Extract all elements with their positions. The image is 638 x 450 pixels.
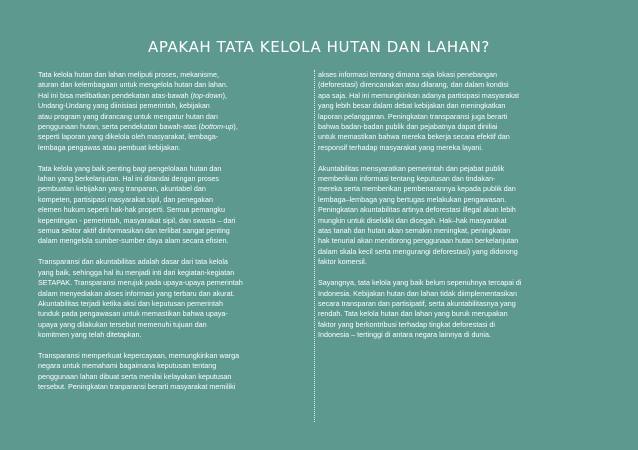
text-line: Transparansi memperkuat kepercayaan, memungkinkan warga [38, 350, 240, 360]
emphasis-term: top-down [193, 90, 223, 100]
text-line: negara untuk memahami bagaimana keputusan tentang [38, 361, 217, 371]
text-line: lembaga pengawas atau pembuat kebijakan. [38, 142, 181, 152]
text-line: Akuntabilitas mensyaratkan pemerintah dan pejabat publik [318, 163, 505, 173]
text-line: bahwa badan-badan publik dan pejabatnya dapat diniliai [318, 122, 498, 132]
emphasis-term: bottom-up [201, 122, 234, 132]
page-title: APAKAH TATA KELOLA HUTAN DAN LAHAN? [147, 38, 490, 56]
text-line: responsif terhadap masyarakat yang mereka layani. [318, 142, 484, 152]
paragraph [318, 70, 590, 153]
text-line: atas tanah dan hutan akan semakin meningkat, peningkatan [318, 226, 511, 236]
text-line: rendah. Tata kelola hutan dan lahan yang buruk merupakan [318, 309, 508, 319]
text-line: faktor komersil. [318, 257, 367, 267]
text-line: penggunaan lahan dibuat serta menilai kelayakan keputusan [38, 371, 232, 381]
text-line: dalam mengelola sumber-sumber daya alam secara efisien. [38, 236, 229, 246]
text-line: laporan pelanggaran. Peningkatan transparansi juga berarti [318, 111, 508, 121]
text-line: yang lebih besar dalam debat kebijakan dan meningkatkan [318, 101, 506, 111]
text-line: elemen hukum seperti hak-hak properti. Semua pemangku [38, 205, 225, 215]
left-text-column [38, 70, 310, 403]
paragraph [318, 278, 590, 340]
paragraph [38, 70, 310, 153]
text-line: Hal ini bisa melibatkan pendekatan atas-bawah (top-down), [38, 90, 227, 100]
text-line: dalam menyediakan akses informasi yang terbaru dan akurat. [38, 288, 235, 298]
column-divider [314, 70, 316, 422]
text-line: hak tenurial akan mendorong penggunaan hutan berkelanjutan [318, 236, 519, 246]
text-line: pembuatan kebijakan yang tranparan, akuntabel dan [38, 184, 206, 194]
text-line: kompeten, partisipasi masyarakat sipil, dan penegakan [38, 194, 213, 204]
text-line: komitmen yang telah ditetapkan. [38, 330, 142, 340]
text-line: seperti laporan yang dikelola oleh masyarakat, lembaga- [38, 132, 219, 142]
text-line: tunduk pada pengawasan untuk memastikan bahwa upaya- [38, 309, 228, 319]
text-line: Tata kelola hutan dan lahan meliputi proses, mekanisme, [38, 70, 219, 79]
text-line: Sayangnya, tata kelola yang baik belum sepenuhnya tercapai di [318, 278, 522, 288]
text-line: apa saja. Hal ini memungkinkan adanya partisipasi masyarakat [318, 90, 519, 100]
text-line: Tata kelola yang baik penting bagi pengelolaan hutan dan [38, 163, 222, 173]
text-line: faktor yang berkontribusi terhadap tingkat deforestasi di [318, 319, 495, 329]
text-line: upaya yang dilakukan tersebut memenuhi tujuan dan [38, 319, 207, 329]
text-line: tersebut. Peningkatan tranparansi berarti masyarakat memiliki [38, 382, 236, 392]
text-line: dalam skala kecil serta mengurangi deforestasi) yang didorong [318, 246, 518, 256]
text-line: secara transparan dan partisipatif, serta akuntabilitasnya yang [318, 298, 516, 308]
paragraph [38, 351, 310, 393]
paragraph [318, 164, 590, 268]
text-line: aturan dan kelembagaan untuk mengelola hutan dan lahan. [38, 80, 228, 90]
text-line: akses informasi tentang dimana saja lokasi penebangan [318, 70, 498, 79]
text-line: Akuntabilitas terjadi ketika aksi dan keputusan pemerintah [38, 298, 223, 308]
text-line: (deforestasi) direncanakan atau dilarang, dan dalam kondisi [318, 80, 509, 90]
text-line: Indonesia. Kebijakan hutan dan lahan tidak diimplementasikan [318, 288, 517, 298]
text-line: SETAPAK. Transparansi merujuk pada upaya-upaya pemerintah [38, 278, 243, 288]
text-line: memberikan informasi tentang keputusan dan tindakan- [318, 174, 496, 184]
text-line: lembaga–lembaga yang bertugas melakukan pengawasan. [318, 194, 507, 204]
text-line: yang baik, sehingga hal itu menjadi inti dari kegiatan-kegiatan [38, 267, 235, 277]
paragraph [38, 257, 310, 340]
text-line: mereka serta memberikan pembenarannya kepada publik dan [318, 184, 516, 194]
text-line: Indonesia – tertinggi di antara negara lainnya di dunia. [318, 330, 492, 340]
right-text-column [318, 70, 590, 351]
text-line: atau program yang dirancang untuk mengatur hutan dan [38, 111, 218, 121]
text-line: lahan yang berkelanjutan. Hal ini ditandai dengan proses [38, 174, 220, 184]
paragraph [38, 164, 310, 247]
text-line: Peningkatan akuntabilitas artinya deforestasi illegal akan lebih [318, 205, 516, 215]
text-line: Undang-Undang yang diinisiasi pemerintah, kebijakan [38, 101, 210, 111]
text-line: untuk memastikan bahwa mereka bekerja secara efektif dan [318, 132, 510, 142]
text-line: semua sektor aktif dinformasikan dan terlibat sangat penting [38, 226, 230, 236]
text-line: kepentingan - pemerintah, masyarakat sipil, dan swasta – dari [38, 215, 236, 225]
text-line: Transparansi dan akuntabilitas adalah dasar dari tata kelola [38, 257, 228, 267]
text-line: mungkin untuk diselidiki dan dicegah. Hak–hak masyarakat [318, 215, 507, 225]
text-line: penggunaan hutan, serta pendekatan bawah-atas (bottom-up), [38, 122, 238, 132]
